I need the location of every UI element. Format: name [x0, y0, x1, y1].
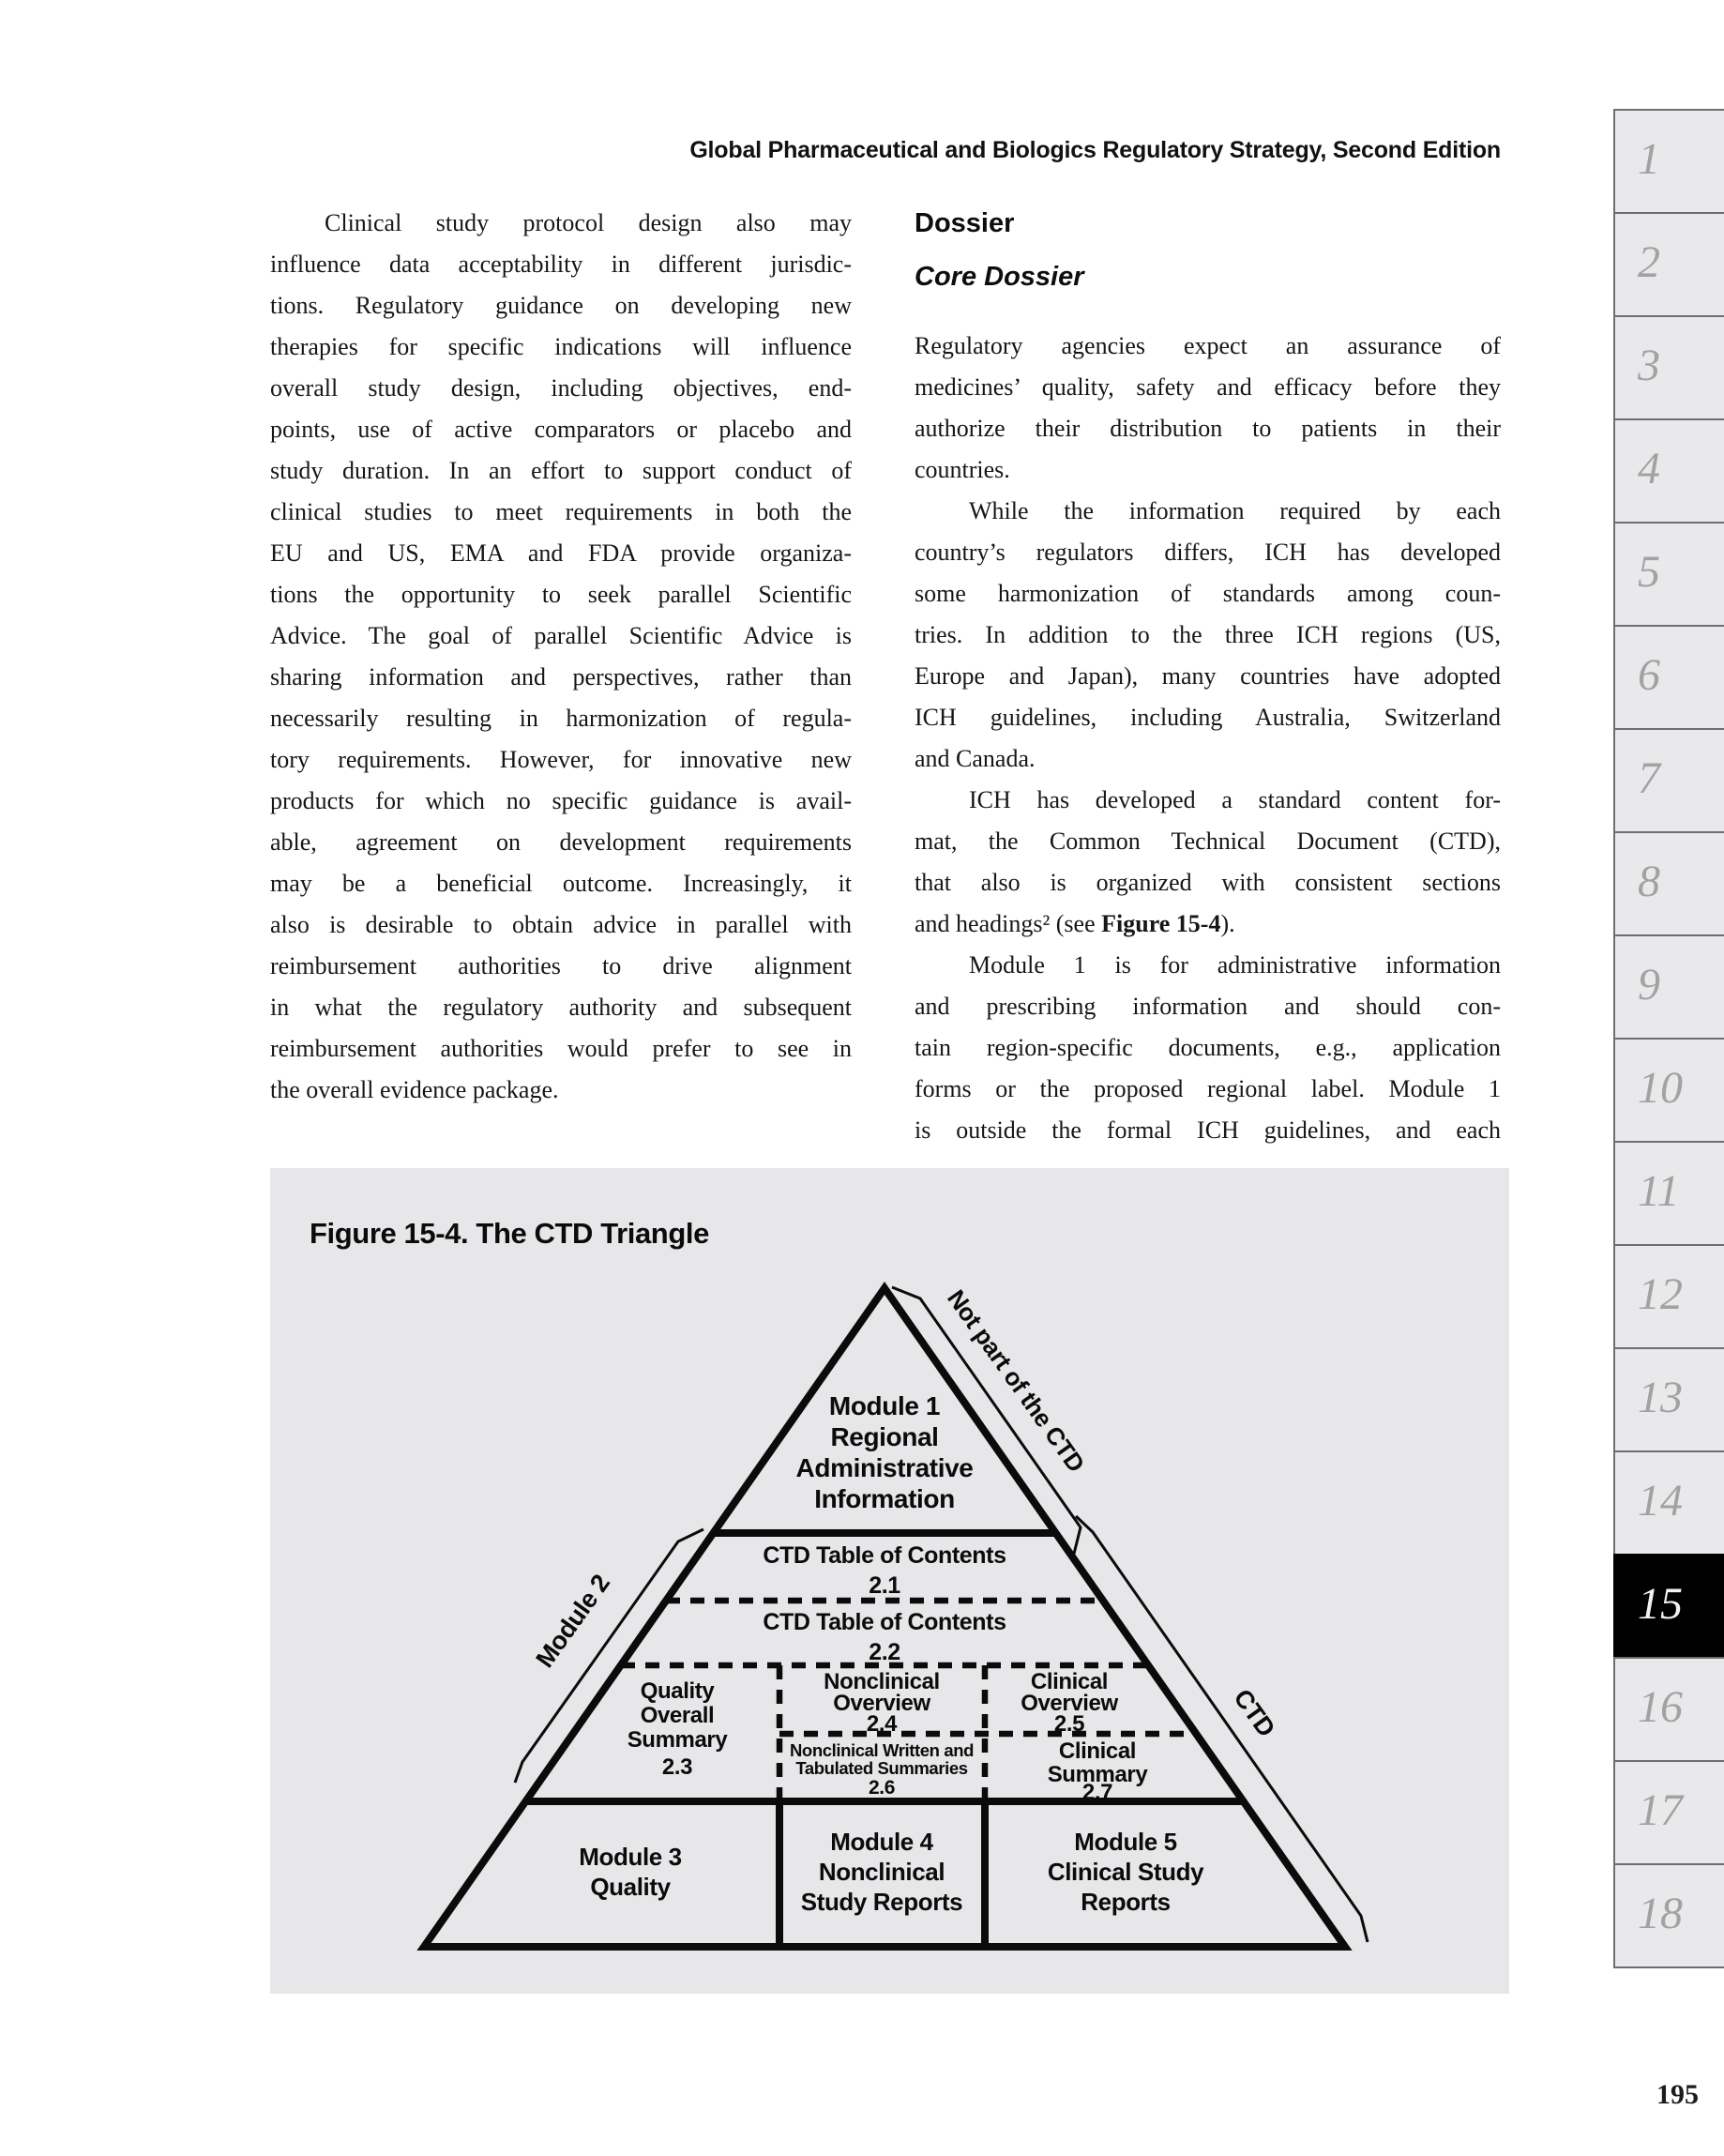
qos-number: 2.3 [661, 1754, 693, 1780]
text-line: tions. Regulatory guidance on developing new [270, 292, 852, 319]
text-line: the overall evidence package. [270, 1076, 559, 1103]
text-line: influence data acceptability in different jurisdic- [270, 251, 852, 278]
module5-label: Reports [1081, 1888, 1171, 1916]
module5-label: Clinical Study [1047, 1858, 1204, 1886]
module4-label: Study Reports [800, 1888, 963, 1916]
nonclinical-summaries-label: Tabulated Summaries [795, 1758, 968, 1778]
toc21-number: 2.1 [869, 1572, 900, 1599]
text-line: While the information required by each [969, 497, 1501, 524]
text-line: reimbursement authorities to drive alignment [270, 952, 852, 979]
chapter-tab-label: 6 [1638, 650, 1660, 700]
chapter-tab-3 [1613, 315, 1724, 418]
chapter-tab-8 [1613, 831, 1724, 934]
figure-title: Figure 15-4. The CTD Triangle [310, 1217, 709, 1250]
toc22-label: CTD Table of Contents [763, 1609, 1006, 1635]
text-line: points, use of active comparators or placebo and [270, 416, 852, 443]
text-line: that also is organized with consistent sections [915, 869, 1501, 896]
heading-core-dossier: Core Dossier [915, 262, 1084, 292]
figure-ctd-triangle [270, 1168, 1509, 1994]
text-line: able, agreement on development requirements [270, 828, 852, 856]
chapter-tab-17 [1613, 1760, 1724, 1863]
chapter-tab-label: 16 [1638, 1682, 1683, 1732]
text-line: also is desirable to obtain advice in parallel with [270, 911, 852, 938]
clinical-summary-label: Clinical [1058, 1738, 1137, 1764]
clinical-overview-label: Clinical [1030, 1669, 1109, 1694]
module4-label: Nonclinical [818, 1858, 945, 1886]
text-line: tries. In addition to the three ICH regions (US, [915, 621, 1501, 648]
nonclinical-overview-label: Nonclinical [824, 1669, 940, 1694]
text-line: overall study design, including objectives, end- [270, 374, 852, 402]
text-line: and Canada. [915, 745, 1036, 772]
text-line: study duration. In an effort to support conduct of [270, 457, 852, 484]
text-line: countries. [915, 456, 1010, 483]
text-line: authorize their distribution to patients in their [915, 415, 1501, 442]
chapter-tab-13 [1613, 1347, 1724, 1450]
text-line: Advice. The goal of parallel Scientific Advice is [270, 622, 852, 649]
chapter-tab-1 [1613, 109, 1724, 212]
clinical-overview-number: 2.5 [1053, 1711, 1085, 1737]
chapter-tab-label: 2 [1638, 237, 1660, 287]
text-line: Module 1 is for administrative information [969, 951, 1501, 979]
qos-label: Summary [627, 1727, 728, 1753]
chapter-tab-label: 4 [1638, 444, 1660, 493]
qos-label: Overall [640, 1703, 715, 1728]
nonclinical-summaries-label: Nonclinical Written and [789, 1740, 975, 1760]
text-line: products for which no specific guidance is avail- [270, 787, 852, 814]
chapter-tab-label: 12 [1638, 1269, 1683, 1319]
text-line: may be a beneficial outcome. Increasingly, it [270, 870, 852, 897]
chapter-tab-2 [1613, 212, 1724, 315]
ctd-label: CTD [1228, 1683, 1281, 1742]
nonclinical-summaries-number: 2.6 [869, 1777, 895, 1799]
chapter-tab-label: 7 [1638, 753, 1660, 803]
right-text-column [915, 203, 1501, 1151]
chapter-tab-10 [1613, 1038, 1724, 1141]
text-line: clinical studies to meet requirements in both the [270, 498, 852, 525]
chapter-tab-label: 10 [1638, 1063, 1683, 1113]
module1-label: Administrative [795, 1453, 974, 1482]
chapter-tab-label: 5 [1638, 547, 1660, 597]
chapter-tab-6 [1613, 625, 1724, 728]
heading-dossier: Dossier [915, 208, 1015, 238]
clinical-summary-number: 2.7 [1081, 1780, 1113, 1805]
nonclinical-overview-label: Overview [833, 1691, 930, 1716]
text-line: mat, the Common Technical Document (CTD), [915, 827, 1501, 855]
clinical-summary-label: Summary [1047, 1762, 1148, 1787]
chapter-tab-16 [1613, 1657, 1724, 1760]
chapter-tab-11 [1613, 1141, 1724, 1244]
chapter-tab-label: 17 [1638, 1785, 1683, 1835]
chapter-tab-12 [1613, 1244, 1724, 1347]
text-line: country’s regulators differs, ICH has developed [915, 539, 1501, 566]
module1-label: Module 1 [828, 1391, 941, 1420]
not-part-of-ctd-label: Not part of the CTD [942, 1284, 1091, 1478]
chapter-tab-label: 13 [1638, 1373, 1683, 1422]
module1-label: Regional [830, 1422, 939, 1451]
module3-label: Quality [590, 1873, 671, 1901]
chapter-tab-7 [1613, 728, 1724, 831]
text-line: necessarily resulting in harmonization of regula- [270, 705, 852, 732]
text-line: tain region-specific documents, e.g., application [915, 1034, 1501, 1061]
module1-label: Information [814, 1484, 955, 1513]
toc21-label: CTD Table of Contents [763, 1542, 1006, 1569]
qos-label: Quality [640, 1678, 715, 1704]
chapter-tab-label: 9 [1638, 960, 1660, 1010]
text-line: therapies for specific indications will influence [270, 333, 852, 360]
module2-label: Module 2 [530, 1569, 615, 1673]
text-line: forms or the proposed regional label. Module 1 [915, 1075, 1501, 1102]
chapter-tab-label: 18 [1638, 1889, 1683, 1938]
chapter-tab-label: 11 [1638, 1166, 1680, 1216]
module5-label: Module 5 [1074, 1828, 1177, 1856]
text-line: tory requirements. However, for innovative new [270, 746, 852, 773]
chapter-tab-9 [1613, 934, 1724, 1038]
text-line: ICH has developed a standard content for- [969, 786, 1501, 813]
running-header: Global Pharmaceutical and Biologics Regulatory Strategy, Second Edition [689, 137, 1501, 163]
chapter-tab-4 [1613, 418, 1724, 522]
text-line: and prescribing information and should con- [915, 993, 1501, 1020]
chapter-tab-label: 3 [1638, 341, 1660, 390]
chapter-tab-label: 14 [1638, 1476, 1683, 1526]
page-number: 195 [1656, 2079, 1699, 2110]
text-line: Europe and Japan), many countries have adopted [915, 662, 1501, 690]
chapter-tab-label: 8 [1638, 857, 1660, 906]
text-line: medicines’ quality, safety and efficacy before they [915, 373, 1501, 401]
chapter-tab-label: 1 [1638, 134, 1660, 184]
toc22-number: 2.2 [869, 1639, 900, 1665]
text-line: some harmonization of standards among coun- [915, 580, 1501, 607]
text-line: EU and US, EMA and FDA provide organiza- [270, 539, 852, 567]
text-line: and headings² (see Figure 15-4). [915, 910, 1235, 937]
text-line: is outside the formal ICH guidelines, and each [915, 1116, 1501, 1144]
text-line: reimbursement authorities would prefer to see in [270, 1035, 852, 1062]
module3-label: Module 3 [579, 1843, 682, 1871]
module4-label: Module 4 [830, 1828, 933, 1856]
text-line: Regulatory agencies expect an assurance of [915, 332, 1501, 359]
clinical-overview-label: Overview [1021, 1691, 1118, 1716]
chapter-tab-sidebar [1613, 109, 1724, 1968]
text-line: sharing information and perspectives, rather than [270, 663, 852, 691]
text-line: Clinical study protocol design also may [325, 209, 852, 236]
nonclinical-overview-number: 2.4 [866, 1711, 898, 1737]
chapter-tab-18 [1613, 1863, 1724, 1966]
text-line: tions the opportunity to seek parallel Scientific [270, 581, 852, 608]
chapter-tab-5 [1613, 522, 1724, 625]
chapter-tab-14 [1613, 1450, 1724, 1554]
text-line: ICH guidelines, including Australia, Switzerland [915, 704, 1501, 731]
chapter-tab-label: 15 [1638, 1579, 1683, 1629]
left-text-column [270, 203, 852, 1111]
chapter-tab-15 [1613, 1554, 1724, 1657]
text-line: in what the regulatory authority and subsequent [270, 994, 852, 1021]
